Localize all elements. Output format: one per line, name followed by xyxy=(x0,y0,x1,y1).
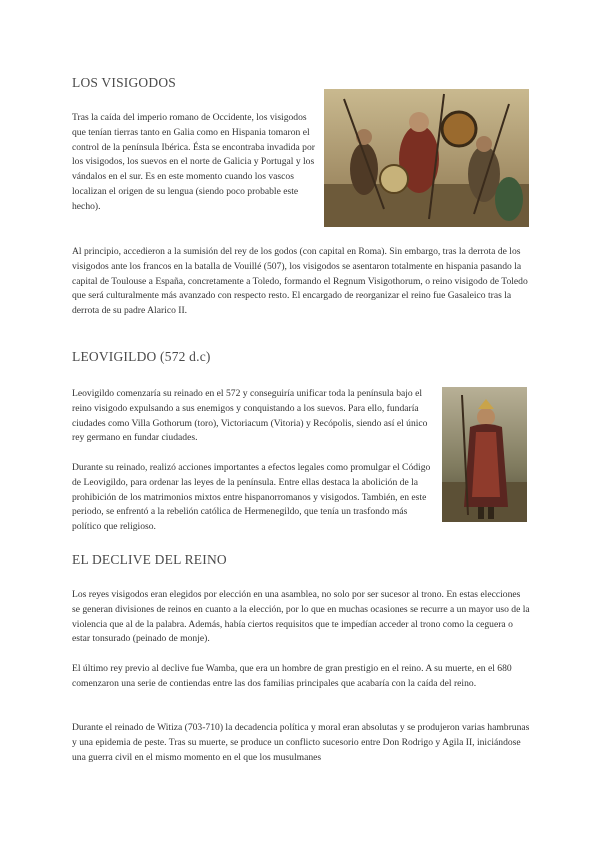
paragraph-declive-wamba: El último rey previo al declive fue Wamba, que era un hombre de gran prestigio en el reino. A su muerte, en el 680 comenzaron una serie de contiendas entre las dos familias principales que acabaría con la caída del reino. xyxy=(72,663,512,689)
visigoth-warriors-image xyxy=(324,89,529,227)
section-title-declive: EL DECLIVE DEL REINO xyxy=(72,552,227,567)
warriors-illustration xyxy=(324,89,529,227)
paragraph-leovigildo-unificacion: Leovigildo comenzaría su reinado en el 572 y conseguiría unificar toda la península bajo el reino visigodo expulsando a sus enemigos y conquistando a los suevos. Para ello, fundaría ciudades como Villa Gothorum (toro), Victoriacum (Vitoria) y Recópolis, siendo así el único rey germano en fundar ciudades. xyxy=(72,388,428,444)
paragraph-declive-elecciones: Los reyes visigodos eran elegidos por elección en una asamblea, no solo por ser sucesor al trono. En estas elecciones se generan divisiones de reinos en cuanto a la elección, por lo que en muchas ocasiones se recurre a un mayor uso de la violencia que al de la palabra. Además, había ciertos requisitos que te impedían acceder al trono como la ceguera o estar tonsurado (peinado de monje). xyxy=(72,589,530,645)
section-title-leovigildo: LEOVIGILDO (572 d.c) xyxy=(72,349,211,364)
paragraph-leovigildo-reinado: Durante su reinado, realizó acciones importantes a efectos legales como promulgar el Código de Leovigildo, para ordenar las leyes de la península. Entre ellas destaca la abolición de la prohibición de los matrimonios mixtos entre hispanorromanos y visigodos. También, en este periodo, se enfrentó a la rebelión católica de Hermenegildo, que tenía un trasfondo más político que religioso. xyxy=(72,462,431,533)
paragraph-visigodos-intro: Tras la caída del imperio romano de Occidente, los visigodos que tenían tierras tanto en Galia como en Hispania tomaron el control de la península Ibérica. Ésta se encontraba invadida por los visigodos, los suevos en el norte de Galicia y Portugal y los vándalos en el sur. Es en este momento cuando los vascos localizan el origen de su lengua (siendo poco probable este hecho). xyxy=(72,112,315,212)
paragraph-visigodos-asentamiento: Al principio, accedieron a la sumisión del rey de los godos (con capital en Roma). Sin embargo, tras la derrota de los visigodos ante los francos en la batalla de Vouillé (507), los visigodos se asentaron totalmente en hispania pasando la capital de Toulouse a España, concretamente a Toledo, formando el Regnum Visigothorum, o reino visigodo de Toledo que será culturalmente más avanzado con respecto resto. El encargado de reorganizar el reino fue Gasaleico tras la derrota de su padre Alarico II. xyxy=(72,246,528,317)
paragraph-declive-witiza: Durante el reinado de Witiza (703-710) la decadencia política y moral eran absolutas y se produjeron varias hambrunas y una epidemia de peste. Tras su muerte, se produce un conflicto sucesorio entre Don Rodrigo y Agila II, iniciándose una guerra civil en el mismo momento en el que los musulmanes xyxy=(72,722,530,763)
leovigildo-portrait-image xyxy=(442,387,527,522)
king-portrait-illustration xyxy=(442,387,527,522)
section-title-visigodos: LOS VISIGODOS xyxy=(72,75,176,90)
